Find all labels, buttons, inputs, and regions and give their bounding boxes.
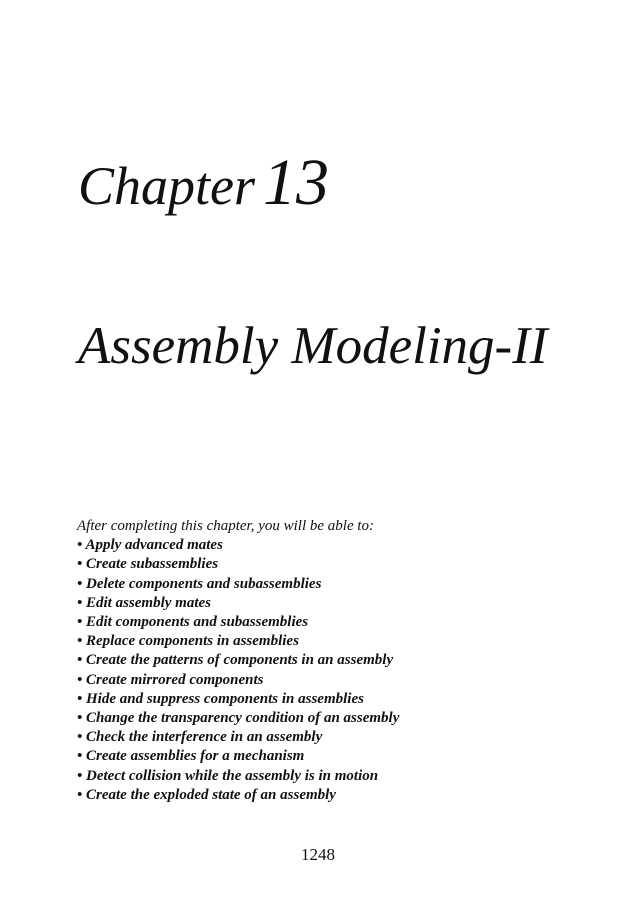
objective-item: • Edit assembly mates: [77, 594, 211, 611]
objective-item: • Check the interference in an assembly: [77, 729, 323, 746]
chapter-heading: [78, 146, 330, 219]
objectives-intro: After completing this chapter, you will be able to:: [77, 518, 375, 534]
objective-item: • Replace components in assemblies: [77, 633, 299, 650]
objective-item: • Detect collision while the assembly is in motion: [77, 767, 379, 784]
chapter-number: 13: [263, 146, 330, 219]
objective-item: • Create assemblies for a mechanism: [77, 748, 305, 765]
objective-item: • Edit components and subassemblies: [77, 614, 309, 631]
objective-item: • Create mirrored components: [77, 671, 264, 688]
objective-item: • Create the patterns of components in an assembly: [77, 652, 394, 669]
objective-item: • Delete components and subassemblies: [77, 575, 322, 592]
chapter-objectives: [77, 517, 597, 805]
objective-item: • Create the exploded state of an assembly: [77, 786, 336, 803]
chapter-word: Chapter: [78, 156, 256, 216]
objectives-list: [77, 536, 597, 805]
page-number: 1248: [301, 845, 335, 864]
objective-item: • Create subassemblies: [77, 556, 219, 573]
objective-item: • Change the transparency condition of an assembly: [77, 710, 400, 727]
objective-item: • Hide and suppress components in assemblies: [77, 690, 364, 707]
chapter-title: Assembly Modeling-II: [78, 317, 548, 375]
objective-item: • Apply advanced mates: [77, 537, 223, 554]
